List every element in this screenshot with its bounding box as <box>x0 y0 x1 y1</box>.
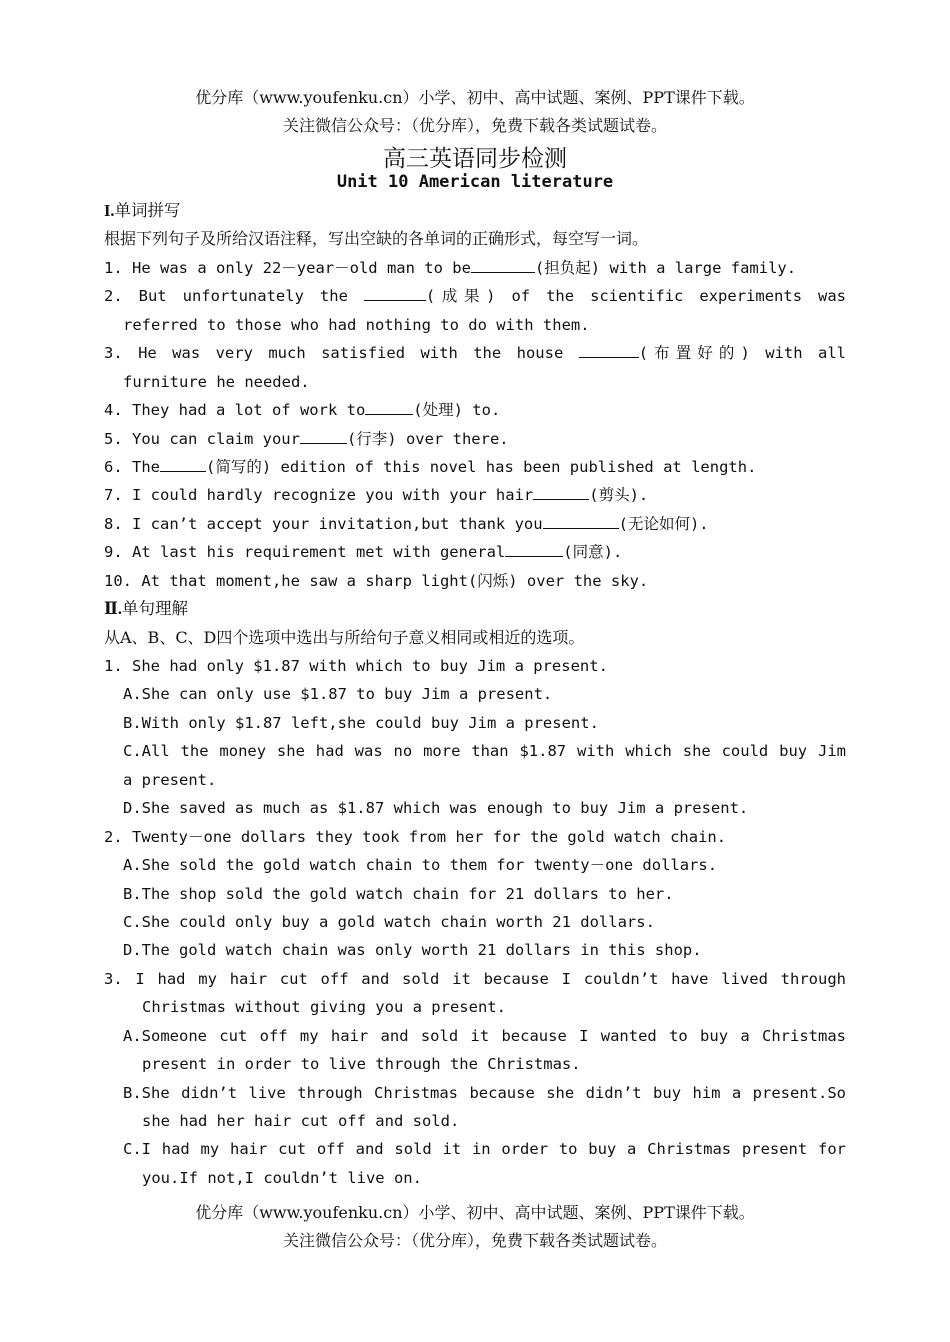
question-stem: 1. She had only $1.87 with which to buy Jim a present. <box>104 657 608 675</box>
answer-blank[interactable] <box>160 454 206 472</box>
question-item: 5. You can claim your (行李) over there. <box>104 425 846 453</box>
question-item: 10. At that moment,he saw a sharp light(闪烁) over the sky. <box>104 571 649 590</box>
option-a-continuation: present in order to live through the Christmas. <box>142 1055 581 1074</box>
question-item: 3. He was very much satisfied with the house (布置好的) with all <box>104 339 846 367</box>
answer-blank[interactable] <box>543 511 619 529</box>
answer-blank[interactable] <box>579 340 639 358</box>
answer-blank[interactable] <box>300 426 347 444</box>
page-title: 高三英语同步检测 <box>383 146 567 172</box>
answer-blank[interactable] <box>505 539 563 557</box>
question-item: 6. The (简写的) edition of this novel has been published at length. <box>104 453 846 481</box>
question-item-continuation: referred to those who had nothing to do with them. <box>123 315 590 334</box>
section-1-number: I. <box>104 201 115 220</box>
option-a[interactable]: A.She sold the gold watch chain to them for twenty－one dollars. <box>123 856 718 875</box>
option-c[interactable]: C.All the money she had was no more than $1.87 with which she could buy Jim <box>123 742 846 761</box>
answer-blank[interactable] <box>364 283 426 301</box>
question-stem-continuation: Christmas without giving you a present. <box>142 998 506 1017</box>
option-b[interactable]: B.With only $1.87 left,she could buy Jim a present. <box>123 713 599 732</box>
option-c[interactable]: C.She could only buy a gold watch chain worth 21 dollars. <box>123 912 655 931</box>
page-subtitle: Unit 10 American literature <box>336 172 614 192</box>
answer-blank[interactable] <box>533 482 589 500</box>
section-1-heading <box>104 197 846 225</box>
option-a[interactable]: A.She can only use $1.87 to buy Jim a present. <box>123 685 553 704</box>
document-body <box>104 197 846 1192</box>
section-2-instruction: 从A、B、C、D四个选项中选出与所给句子意义相同或相近的选项。 <box>104 627 585 647</box>
section-2-title: 单句理解 <box>122 599 189 619</box>
question-item: 2. But unfortunately the (成果) of the scientific experiments was <box>104 282 846 310</box>
option-a[interactable]: A.Someone cut off my hair and sold it because I wanted to buy a Christmas <box>123 1026 846 1045</box>
question-stem: 3. I had my hair cut off and sold it because I couldn’t have lived through <box>104 969 846 988</box>
option-b-continuation: she had her hair cut off and sold. <box>142 1112 460 1130</box>
option-b[interactable]: B.She didn’t live through Christmas because she didn’t buy him a present.So <box>123 1083 846 1102</box>
section-2-number: Ⅱ. <box>104 599 123 619</box>
option-c-continuation: a present. <box>123 770 217 789</box>
section-1-title: 单词拼写 <box>114 201 181 220</box>
question-item: 1. He was a only 22－year－old man to be (担负起) with a large family. <box>104 254 846 282</box>
option-d[interactable]: D.She saved as much as $1.87 which was enough to buy Jim a present. <box>123 799 749 818</box>
answer-blank[interactable] <box>365 397 413 415</box>
question-stem: 2. Twenty－one dollars they took from her for the gold watch chain. <box>104 827 727 846</box>
header-line-1: 优分库（www.youfenku.cn）小学、初中、高中试题、案例、PPT课件下载。 <box>195 88 755 107</box>
section-2-heading <box>104 595 846 623</box>
section-1-instruction: 根据下列句子及所给汉语注释，写出空缺的各单词的正确形式，每空写一词。 <box>104 229 649 249</box>
option-d[interactable]: D.The gold watch chain was only worth 21 dollars in this shop. <box>123 941 702 960</box>
header-line-2: 关注微信公众号：（优分库），免费下载各类试题试卷。 <box>282 116 667 135</box>
option-b[interactable]: B.The shop sold the gold watch chain for 21 dollars to her. <box>123 884 674 903</box>
question-item: 8. I can’t accept your invitation,but thank you (无论如何). <box>104 510 846 538</box>
question-item: 9. At last his requirement met with general (同意). <box>104 538 846 566</box>
footer-line-1: 优分库（www.youfenku.cn）小学、初中、高中试题、案例、PPT课件下载。 <box>195 1203 755 1222</box>
question-item-continuation: furniture he needed. <box>123 372 310 391</box>
question-item: 7. I could hardly recognize you with your hair (剪头). <box>104 481 846 509</box>
answer-blank[interactable] <box>471 255 535 273</box>
option-c[interactable]: C.I had my hair cut off and sold it in order to buy a Christmas present for <box>123 1140 846 1159</box>
footer-line-2: 关注微信公众号：（优分库），免费下载各类试题试卷。 <box>282 1231 667 1250</box>
question-item: 4. They had a lot of work to (处理) to. <box>104 396 846 424</box>
option-c-continuation: you.If not,I couldn’t live on. <box>142 1168 422 1187</box>
